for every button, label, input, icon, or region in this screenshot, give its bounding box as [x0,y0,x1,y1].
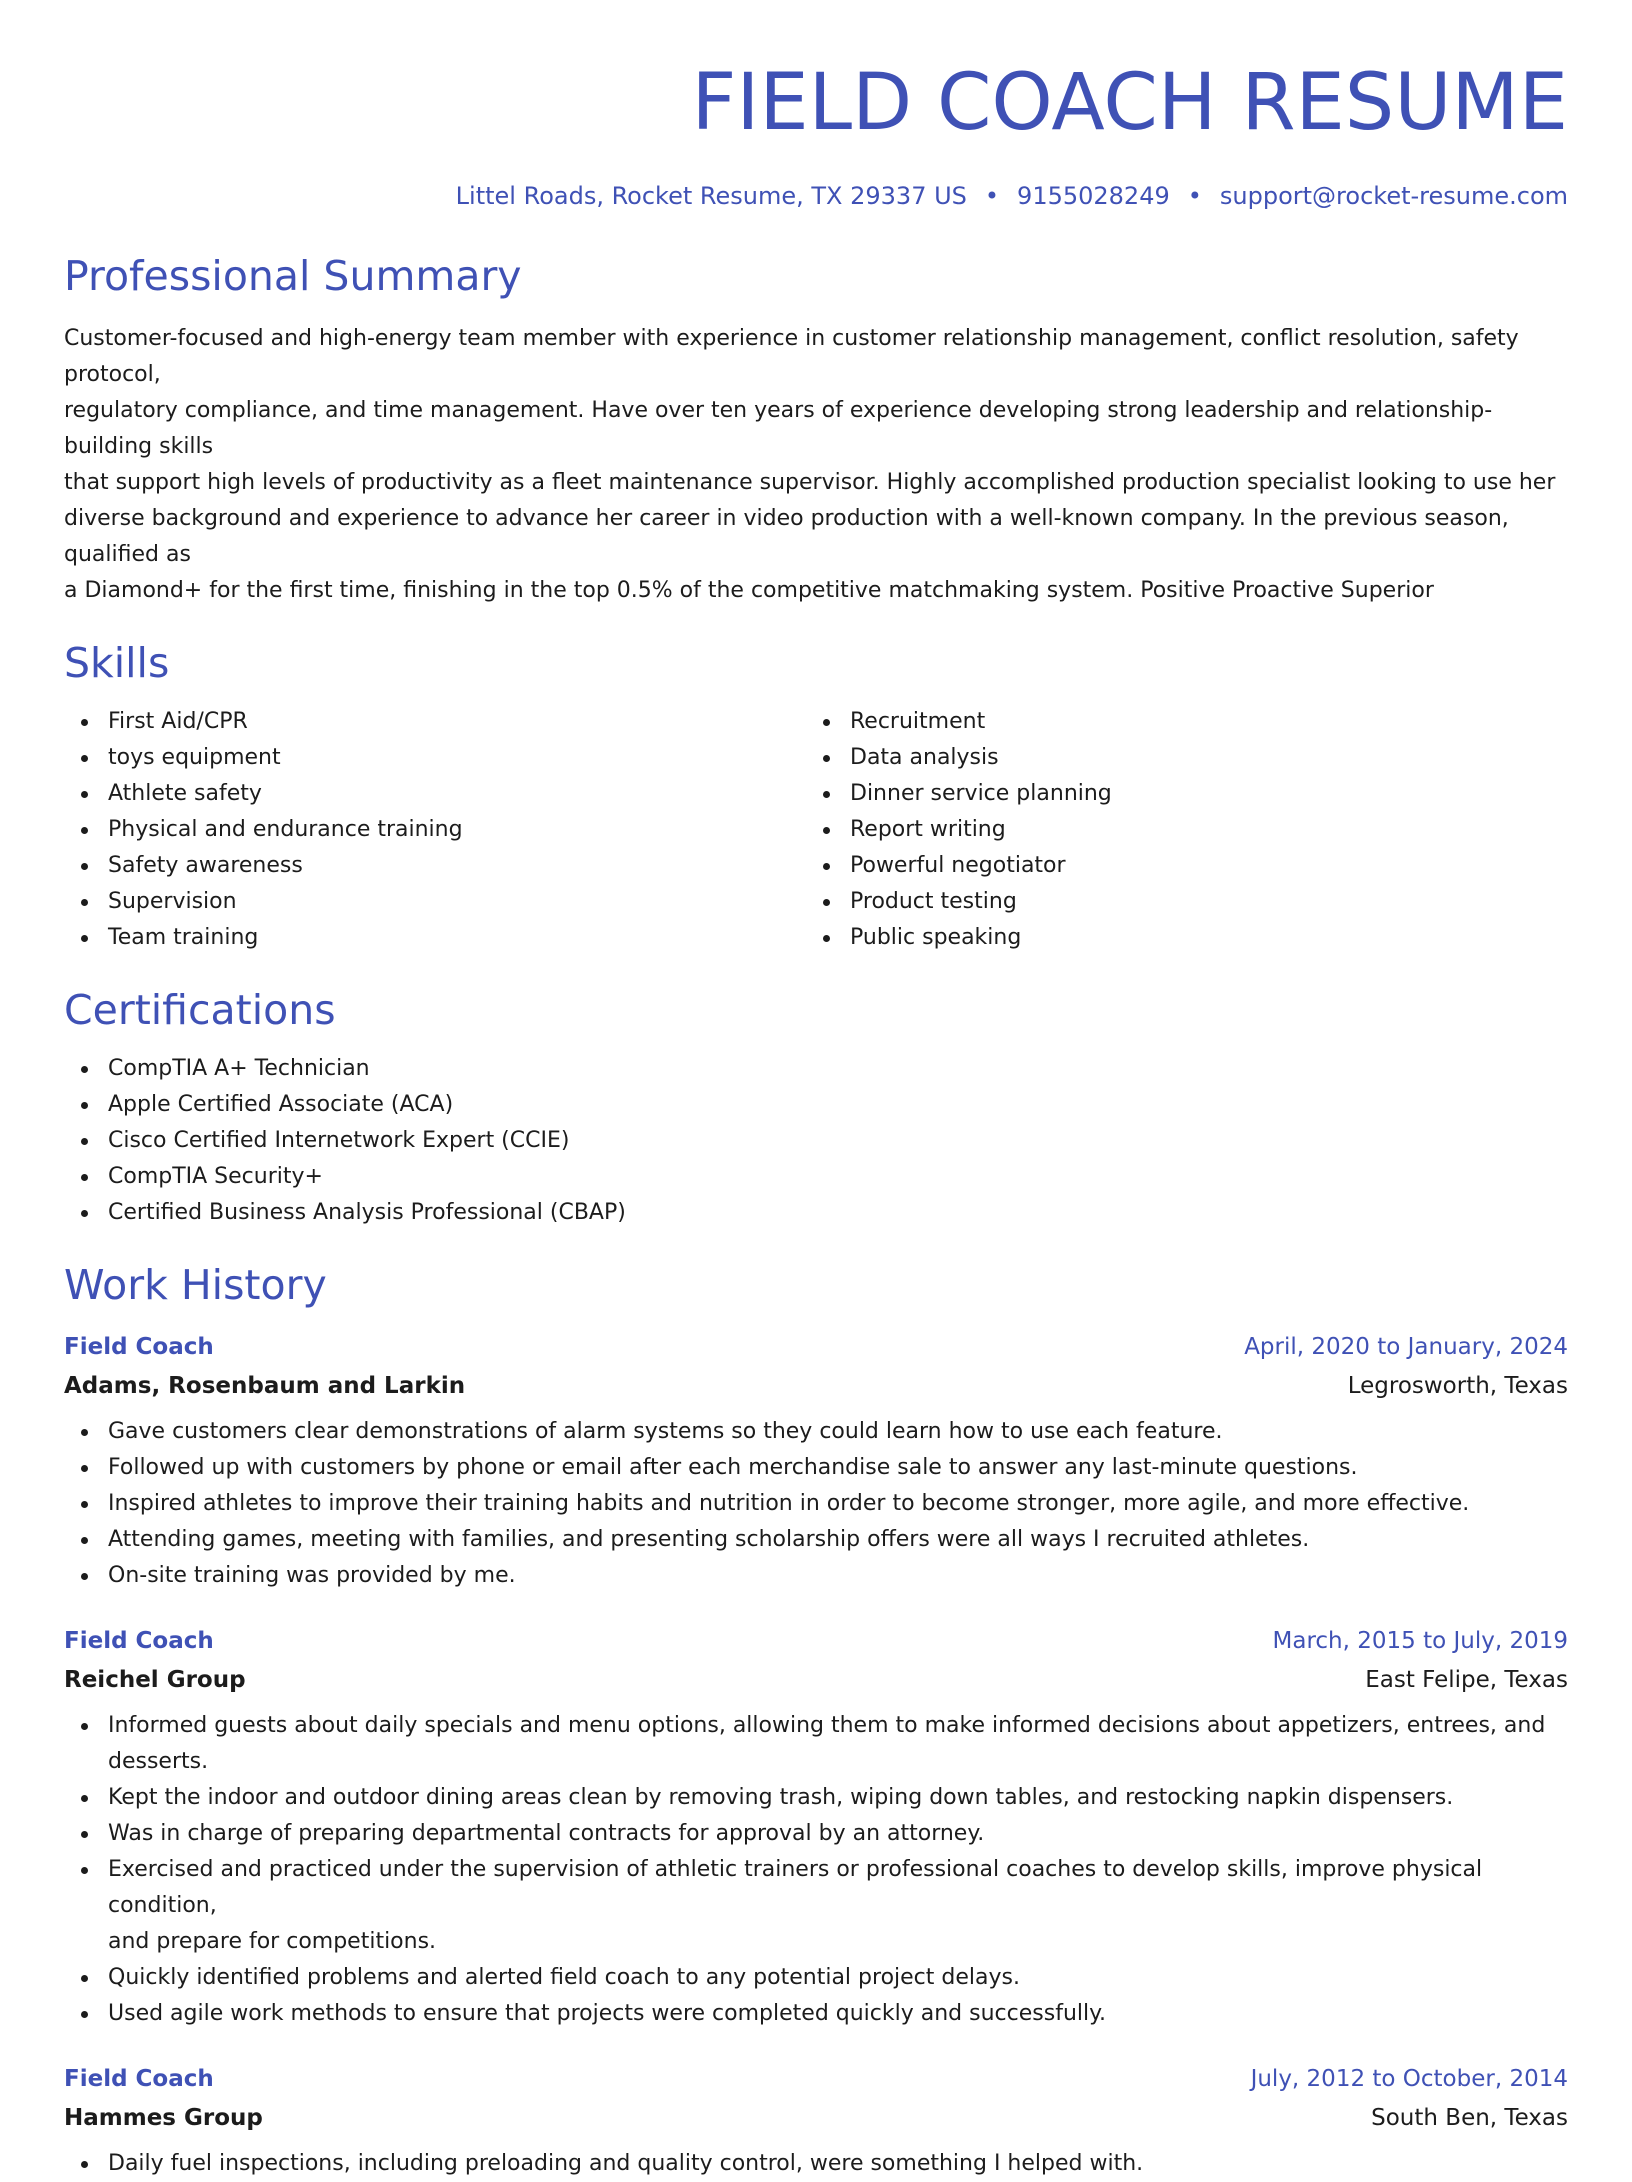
job-bullets [64,1708,1568,2032]
skill-item: Dinner service planning [806,776,1548,812]
summary-section [64,252,1568,609]
work-history-section [64,1261,1568,2182]
job-bullet: Followed up with customers by phone or email after each merchandise sale to answer any last-minute questions. [64,1450,1568,1486]
certification-item: Certified Business Analysis Professional (CBAP) [64,1195,1568,1231]
job-company-row [64,1669,1568,1692]
certifications-list [64,1051,1568,1231]
contact-address: Littel Roads, Rocket Resume, TX 29337 US [455,182,967,210]
contact-phone: 9155028249 [1017,182,1170,210]
certification-item: Apple Certified Associate (ACA) [64,1087,1568,1123]
skill-item: Supervision [64,884,806,920]
summary-line: that support high levels of productivity as a fleet maintenance supervisor. Highly accomplished production specialist looking to use her [64,470,1556,495]
job-company: Hammes Group [64,2105,263,2131]
job-dates: March, 2015 to July, 2019 [1272,1628,1568,1654]
skills-section [64,639,1568,956]
contact-separator: • [1187,182,1202,210]
skills-list-right [806,704,1548,956]
job-bullet: Was in charge of preparing departmental contracts for approval by an attorney. [64,1816,1568,1852]
job-bullet: Inspired athletes to improve their training habits and nutrition in order to become stronger, more agile, and more effective. [64,1486,1568,1522]
work-history-heading: Work History [64,1261,327,1309]
certification-item: Cisco Certified Internetwork Expert (CCIE) [64,1123,1568,1159]
skills-list-left [64,704,806,956]
summary-line: Customer-focused and high-energy team member with experience in customer relationship management, conflict resolution, safety protocol, [64,326,1519,387]
job-company: Reichel Group [64,1667,246,1693]
job-entry [64,2068,1568,2182]
job-header-row [64,2068,1568,2091]
job-location: Legrosworth, Texas [1347,1373,1568,1399]
job-company-row [64,1375,1568,1398]
skills-grid [64,704,1568,956]
skill-item: Public speaking [806,920,1548,956]
job-bullet: Used agile work methods to ensure that projects were completed quickly and successfully. [64,1996,1568,2032]
job-company-row [64,2107,1568,2130]
job-bullet-line: and prepare for competitions. [108,1929,437,1954]
summary-heading: Professional Summary [64,252,522,300]
job-bullet [64,1852,1568,1960]
skill-item: Product testing [806,884,1548,920]
skill-item: Recruitment [806,704,1548,740]
summary-line: a Diamond+ for the first time, finishing in the top 0.5% of the competitive matchmaking system. Positive Proactive Superior [64,578,1434,603]
job-title: Field Coach [64,2066,214,2092]
job-title: Field Coach [64,1334,214,1360]
job-entry [64,1630,1568,2032]
summary-line: diverse background and experience to advance her career in video production with a well-known company. In the previous season, qualified as [64,506,1509,567]
skill-item: First Aid/CPR [64,704,806,740]
job-bullet: Daily fuel inspections, including preloading and quality control, were something I helped with. [64,2146,1568,2182]
job-company: Adams, Rosenbaum and Larkin [64,1373,466,1399]
skill-item: Safety awareness [64,848,806,884]
job-bullet: On-site training was provided by me. [64,1558,1568,1594]
job-dates: July, 2012 to October, 2014 [1250,2066,1568,2092]
skill-item: Athlete safety [64,776,806,812]
certification-item: CompTIA Security+ [64,1159,1568,1195]
job-bullet: Gave customers clear demonstrations of alarm systems so they could learn how to use each feature. [64,1414,1568,1450]
summary-text [64,321,1568,609]
skill-item: toys equipment [64,740,806,776]
skill-item: Physical and endurance training [64,812,806,848]
contact-separator: • [984,182,1000,210]
job-bullet: Attending games, meeting with families, and presenting scholarship offers were all ways I recruited athletes. [64,1522,1568,1558]
skill-item: Powerful negotiator [806,848,1548,884]
contact-email: support@rocket-resume.com [1219,182,1568,210]
resume-title: FIELD COACH RESUME [691,58,1568,148]
job-bullet: Kept the indoor and outdoor dining areas clean by removing trash, wiping down tables, and restocking napkin dispensers. [64,1780,1568,1816]
certifications-heading: Certifications [64,986,336,1034]
job-bullet-line: desserts. [108,1749,209,1774]
certification-item: CompTIA A+ Technician [64,1051,1568,1087]
job-bullets [64,1414,1568,1594]
job-header-row [64,1630,1568,1653]
job-dates: April, 2020 to January, 2024 [1244,1334,1568,1360]
skill-item: Team training [64,920,806,956]
job-bullet-line: Informed guests about daily specials and menu options, allowing them to make informed decisions about appetizers, entrees, and [108,1713,1546,1738]
job-title: Field Coach [64,1628,214,1654]
job-bullet [64,1708,1568,1780]
skill-item: Report writing [806,812,1548,848]
certifications-section [64,986,1568,1231]
job-bullet: Quickly identified problems and alerted field coach to any potential project delays. [64,1960,1568,1996]
skills-heading: Skills [64,639,170,687]
job-header-row [64,1336,1568,1359]
job-bullet-line: Exercised and practiced under the supervision of athletic trainers or professional coaches to develop skills, improve physical condition, [108,1857,1483,1918]
job-location: South Ben, Texas [1371,2105,1568,2131]
summary-line: regulatory compliance, and time management. Have over ten years of experience developing strong leadership and relationship-building skills [64,398,1493,459]
job-location: East Felipe, Texas [1365,1667,1568,1693]
job-bullets [64,2146,1568,2182]
job-entry [64,1336,1568,1594]
contact-line [64,184,1568,208]
skill-item: Data analysis [806,740,1548,776]
